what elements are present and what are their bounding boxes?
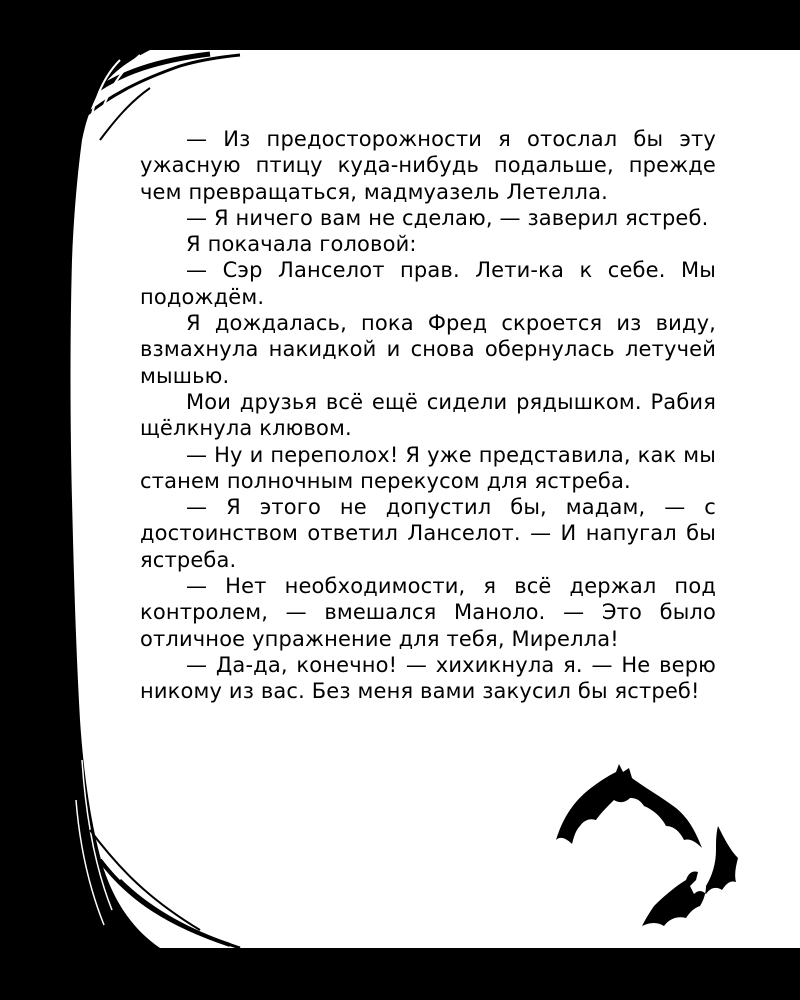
paragraph-text: — Я ничего вам не сделаю, — заверил ястреб. [186,205,709,230]
paragraph-text: Я покачала головой: [186,232,417,257]
paragraph-text: Я дождалась, пока Фред скроется из виду, взмахнула накидкой и снова обернулась летучей мышью. [140,311,716,388]
paragraph [140,126,716,205]
paragraph-text: Мои друзья всё ещё сидели рядышком. Рабия щёлкнула клювом. [140,389,716,441]
paragraph [140,389,716,442]
paragraph-text: — Да-да, конечно! — хихикнула я. — Не верю никому из вас. Без меня вами закусил бы ястреб! [140,652,716,704]
story-text [140,126,716,705]
paragraph [140,257,716,310]
bark-line-3 [79,160,82,420]
paragraph [140,442,716,495]
paragraph [140,652,716,705]
paragraph-text: — Я этого не допустил бы, мадам, — с достоинством ответил Ланселот. — И напугал бы ястреба. [140,495,716,572]
bat-silhouette-small [642,826,738,926]
paragraph [140,310,716,389]
paragraph-text: — Из предосторожности я отослал бы эту ужасную птицу куда-нибудь подальше, прежде чем превращаться, мадмуазель Летелла. [140,127,716,204]
paragraph [140,205,716,231]
paragraph [140,494,716,573]
paragraph [140,231,716,257]
paragraph-text: — Нет необходимости, я всё держал под контролем, — вмешался Маноло. — Это было отличное упражнение для тебя, Мирелла! [140,574,716,651]
bat-silhouette-large [556,764,702,848]
paragraph [140,573,716,652]
paragraph-text: — Сэр Ланселот прав. Лети-ка к себе. Мы подождём. [140,258,716,309]
paragraph-text: — Ну и переполох! Я уже представила, как мы станем полночным перекусом для ястреба. [140,442,716,493]
